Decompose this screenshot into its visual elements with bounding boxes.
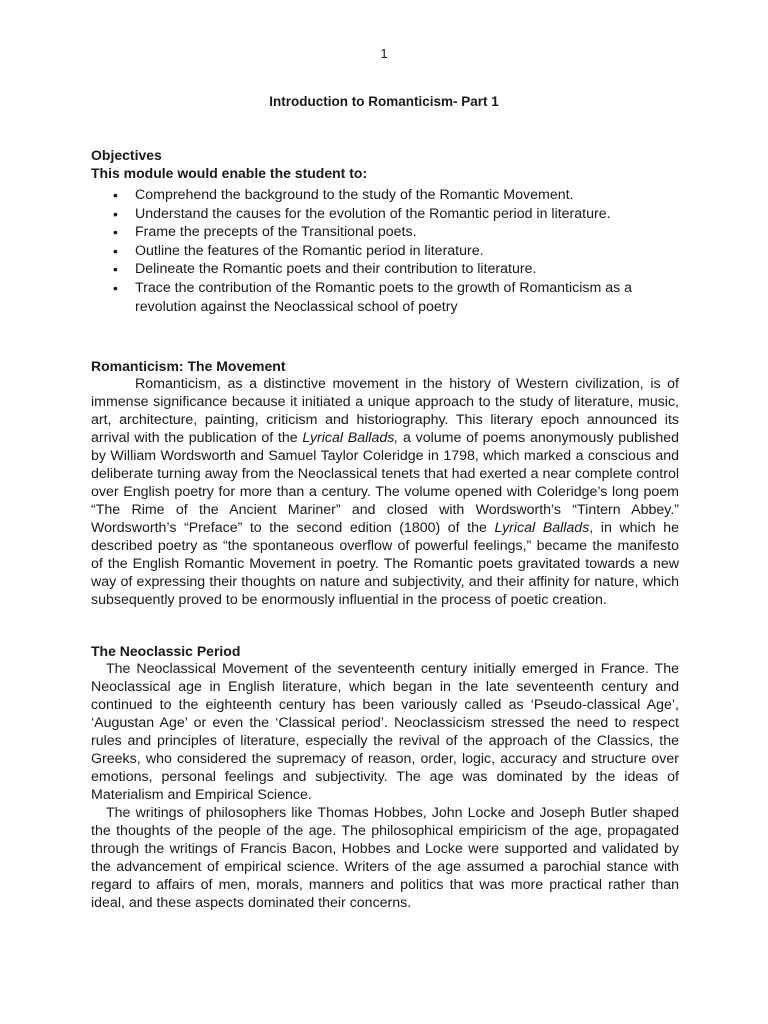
romanticism-heading: Romanticism: The Movement (91, 358, 286, 374)
objective-item: • Trace the contribution of the Romantic poets to the growth of Romanticism as a revolution against the Neoclassical school of poetry (135, 279, 679, 316)
objectives-list (91, 186, 679, 316)
italic-title: Lyrical Ballads, (302, 430, 399, 446)
objective-item: • Outline the features of the Romantic period in literature. (135, 242, 679, 261)
neoclassic-section (91, 642, 679, 912)
paragraph-text: Romanticism, as a distinctive movement in the history of Western civilization, is of immense significance because it initiated a unique approach to the study of literature, music, art, architecture, painting, criticism and historiography. This literary epoch announced its arrival with the publication of the (91, 376, 679, 446)
neoclassic-paragraph-1: The Neoclassical Movement of the seventeenth century initially emerged in France. The Neoclassical age in English literature, which began in the late seventeenth century and continued to the eighteenth century has been variously called as ‘Pseudo-classical Age’, ‘Augustan Age’ or even the ‘Classical period’. Neoclassicism stressed the need to respect rules and principles of literature, especially the revival of the approach of the Classics, the Greeks, who considered the supremacy of reason, order, logic, accuracy and structure over emotions, personal feelings and subjectivity. The age was dominated by the ideas of Materialism and Empirical Science. (91, 661, 679, 803)
objective-item: • Comprehend the background to the study of the Romantic Movement. (135, 186, 679, 205)
paragraph-text: a volume of poems anonymously published by William Wordsworth and Samuel Taylor Coleridge in 1798, which marked a conscious and deliberate turning away from the Neoclassical tenets that had exerted a near complete control over English poetry for more than a century. The volume opened with Coleridge’s long poem “The Rime of the Ancient Mariner” and closed with Wordsworth’s “Tintern Abbey.” Wordsworth’s “Preface” to the second edition (1800) of the (91, 430, 680, 536)
objectives-subheading: This module would enable the student to: (91, 165, 368, 181)
objective-item: • Delineate the Romantic poets and their contribution to literature. (135, 260, 679, 279)
italic-title: Lyrical Ballads (494, 520, 590, 536)
page-number: 1 (380, 46, 388, 61)
paragraph-text: , in which he described poetry as “the spontaneous overflow of powerful feelings,” became the manifesto of the English Romantic Movement in poetry. The Romantic poets gravitated towards a new way of expressing their thoughts on nature and subjectivity, and their affinity for nature, which subsequently proved to be enormously influential in the process of poetic creation. (91, 520, 680, 608)
objective-item: • Frame the precepts of the Transitional poets. (135, 223, 679, 242)
objectives-section (91, 146, 679, 316)
neoclassic-heading: The Neoclassic Period (91, 643, 241, 659)
objectives-heading: Objectives (91, 147, 162, 163)
objective-item: • Understand the causes for the evolution of the Romantic period in literature. (135, 205, 679, 224)
romanticism-section (91, 357, 679, 609)
romanticism-paragraph (91, 375, 679, 609)
neoclassic-paragraph-2: The writings of philosophers like Thomas Hobbes, John Locke and Joseph Butler shaped the thoughts of the people of the age. The philosophical empiricism of the age, propagated through the writings of Francis Bacon, Hobbes and Locke were supported and validated by the advancement of empirical science. Writers of the age assumed a parochial stance with regard to affairs of men, morals, manners and politics that was more practical rather than ideal, and these aspects dominated their concerns. (91, 805, 679, 911)
page-title: Introduction to Romanticism- Part 1 (269, 94, 499, 109)
